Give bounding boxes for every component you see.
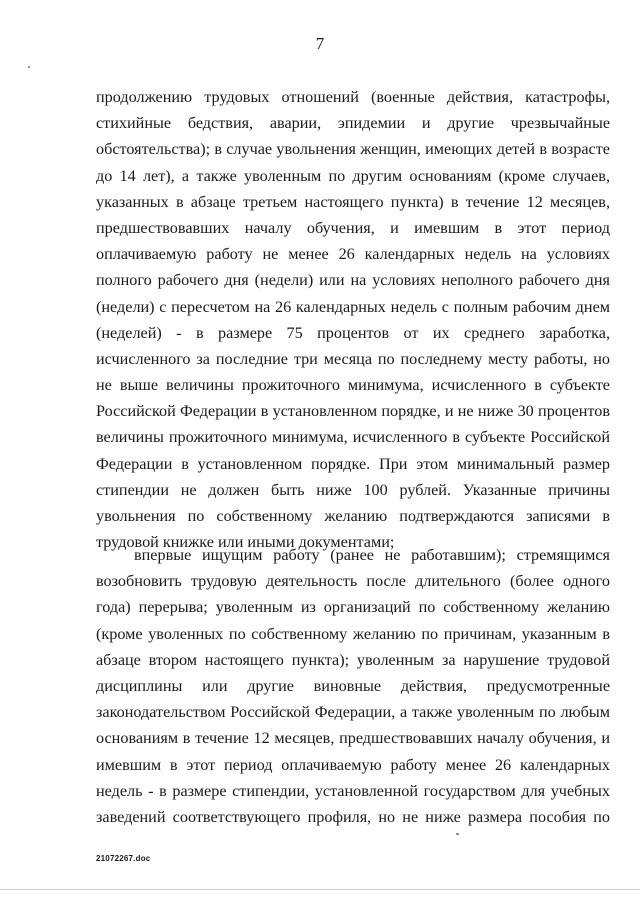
text-line: дисциплины или другие виновные действия, предусмотренные	[96, 676, 610, 695]
scan-edge-line	[0, 889, 640, 890]
text-line: стихийные бедствия, аварии, эпидемии и другие чрезвычайные	[96, 114, 610, 133]
text-line: (недели) с пересчетом на 26 календарных недель с полным рабочим днем	[96, 297, 610, 316]
text-line: указанных в абзаце третьем настоящего пункта) в течение 12 месяцев,	[96, 192, 610, 211]
text-line: оплачиваемую работу не менее 26 календарных недель на условиях	[96, 245, 610, 264]
text-line: трудовой книжке или иными документами;	[96, 533, 395, 552]
text-line: обстоятельства); в случае увольнения женщин, имеющих детей в возрасте	[96, 140, 610, 159]
scan-speck	[456, 833, 459, 835]
text-line: полного рабочего дня (недели) или на условиях неполного рабочего дня	[96, 271, 610, 290]
text-line: увольнения по собственному желанию подтверждаются записями в	[96, 507, 610, 525]
text-line: не выше величины прожиточного минимума, исчисленного в субъекте	[96, 376, 610, 395]
text-line: возобновить трудовую деятельность после длительного (более одного	[96, 572, 610, 591]
text-line: законодательством Российской Федерации, а также уволенным по любым	[96, 703, 610, 722]
text-line: величины прожиточного минимума, исчисленного в субъекте Российской	[96, 428, 610, 447]
text-line: до 14 лет), а также уволенным по другим основаниям (кроме случаев,	[96, 166, 610, 185]
text-line: впервые ищущим работу (ранее не работавшим); стремящимся	[134, 546, 610, 564]
text-line: заведений соответствующего профиля, но не ниже размера пособия по	[96, 807, 610, 826]
footer-filename: 21072267.doc	[96, 854, 151, 863]
text-line: (кроме уволенных по собственному желанию по причинам, указанным в	[96, 624, 610, 643]
text-line: продолжению трудовых отношений (военные действия, катастрофы,	[96, 88, 610, 106]
text-line: года) перерыва; уволенным из организаций по собственному желанию	[96, 598, 610, 617]
scan-speck	[28, 66, 30, 68]
text-line: основаниям в течение 12 месяцев, предшествовавших началу обучения, и	[96, 729, 610, 748]
page-number: 7	[315, 34, 325, 53]
paragraph-first-time-job-seekers	[96, 542, 610, 830]
text-line: исчисленного за последние три месяца по последнему месту работы, но	[96, 349, 610, 368]
text-line: (неделей) - в размере 75 процентов от их среднего заработка,	[96, 323, 610, 342]
text-line: Федерации в установленном порядке. При этом минимальный размер	[96, 454, 610, 473]
text-line: имевшим в этот период оплачиваемую работу менее 26 календарных	[96, 755, 610, 774]
paragraph-continuation	[96, 84, 610, 555]
text-line: предшествовавших началу обучения, и имевшим в этот период	[96, 218, 610, 237]
text-line: недель - в размере стипендии, установленной государством для учебных	[96, 781, 610, 800]
text-line: Российской Федерации в установленном порядке, и не ниже 30 процентов	[96, 402, 610, 421]
text-line: стипендии не должен быть ниже 100 рублей. Указанные причины	[96, 480, 610, 499]
text-line: абзаце втором настоящего пункта); уволенным за нарушение трудовой	[96, 650, 610, 669]
